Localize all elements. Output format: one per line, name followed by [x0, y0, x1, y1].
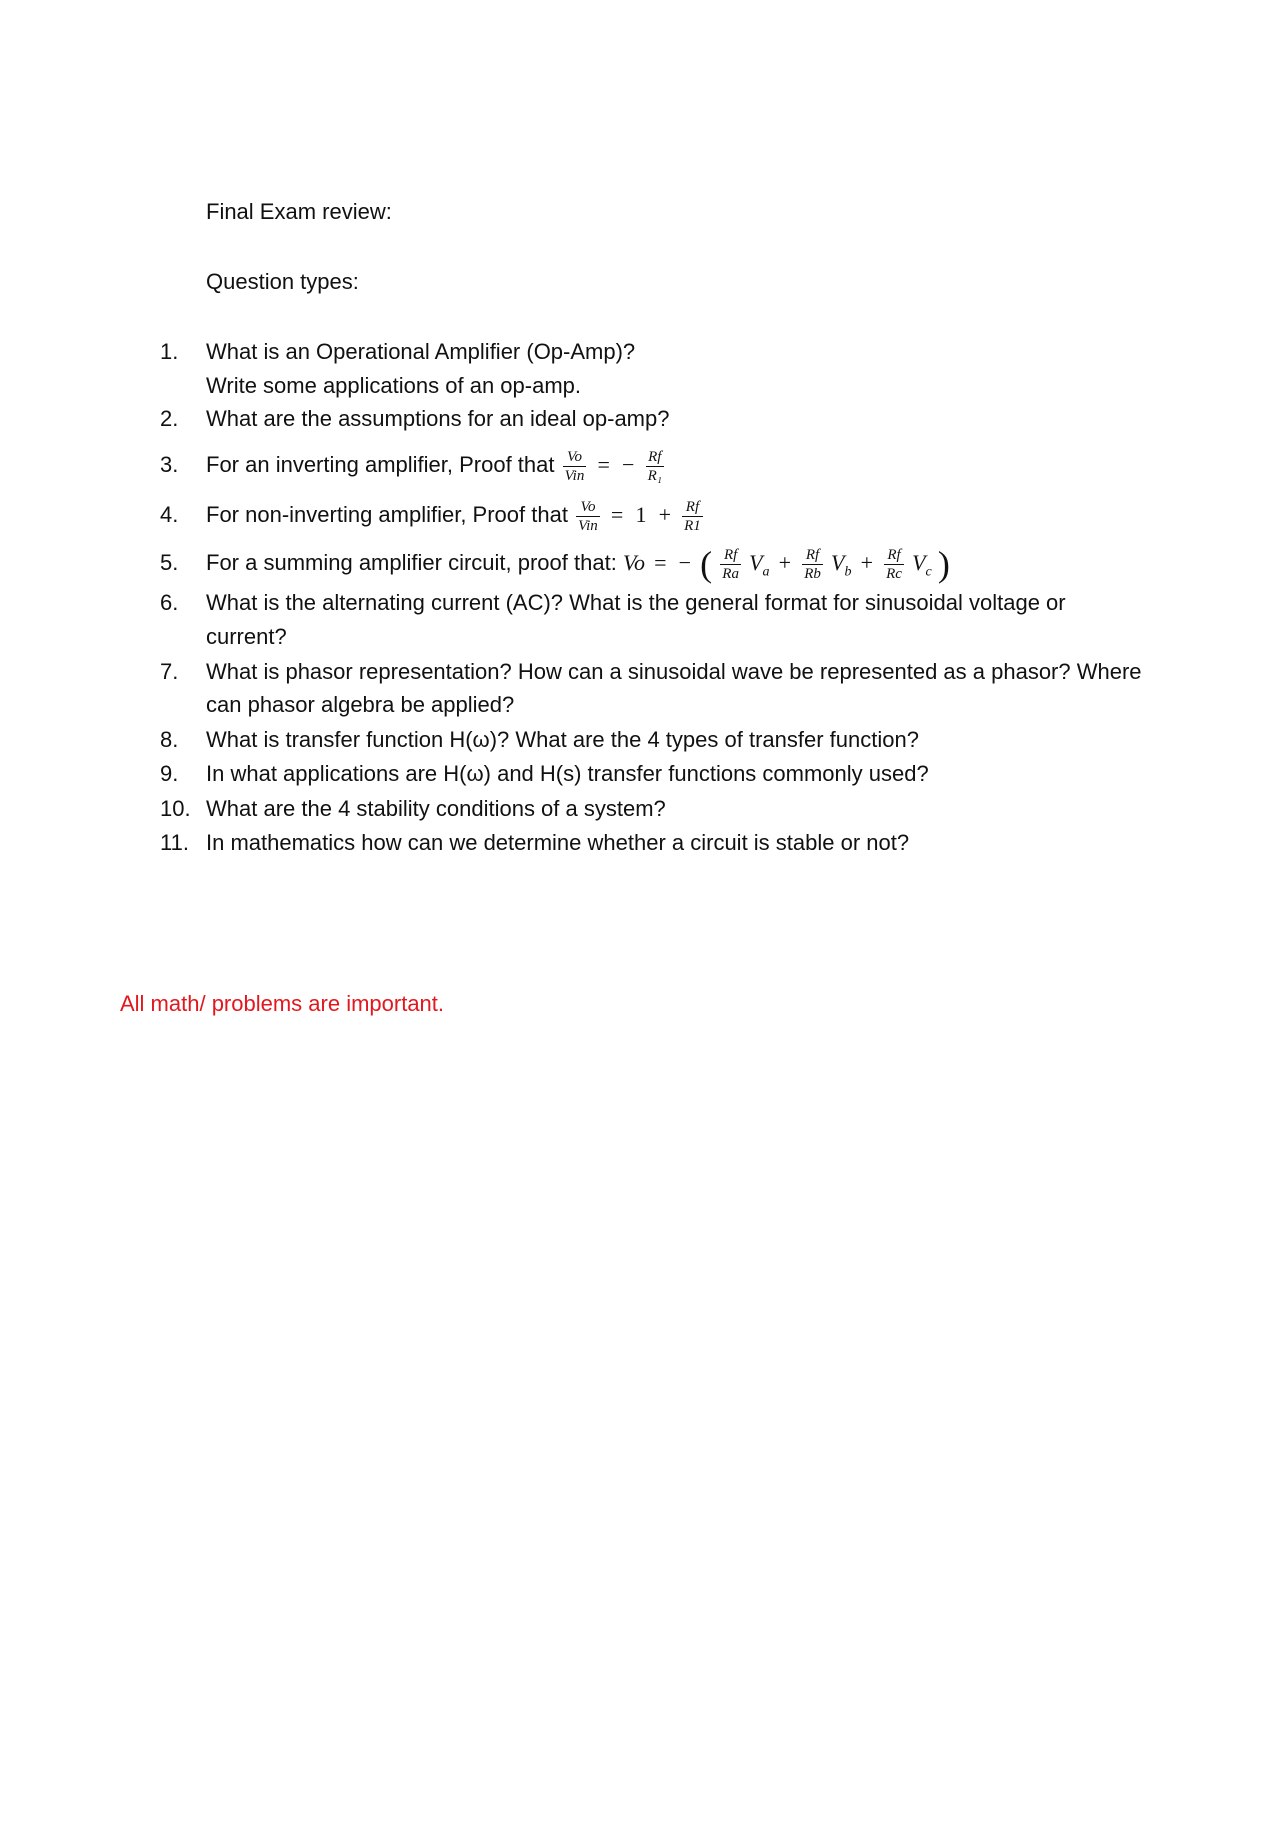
question-text: For non-inverting amplifier, Proof that — [206, 502, 568, 527]
question-number: 1. — [160, 339, 179, 364]
fraction-numerator: Rf — [720, 547, 741, 565]
question-number: 11. — [160, 830, 189, 855]
question-number: 9. — [160, 761, 179, 786]
question-number: 7. — [160, 659, 179, 684]
voltage-vb: $V_b$ — [831, 550, 852, 580]
fraction-numerator: Rf — [884, 547, 904, 565]
question-text: current? — [206, 624, 287, 649]
fraction-vo-vin — [576, 499, 600, 534]
question-text: For a summing amplifier circuit, proof that: — [206, 550, 617, 575]
plus-sign: + — [658, 502, 672, 527]
fraction-denominator: Vin — [564, 467, 585, 484]
fraction-numerator: Rf — [802, 547, 823, 565]
question-text: In what applications are H(ω) and H(s) transfer functions commonly used? — [206, 761, 929, 786]
fraction-denominator: R1 — [684, 517, 701, 534]
fraction-rf-r1 — [646, 449, 664, 484]
question-text: Write some applications of an op-amp. — [206, 373, 581, 398]
plus-sign: + — [860, 550, 873, 575]
question-text: What is phasor representation? How can a sinusoidal wave be represented as a phasor? Where — [206, 659, 1142, 684]
question-number: 4. — [160, 502, 179, 527]
question-number: 2. — [160, 406, 179, 431]
question-text: What is an Operational Amplifier (Op-Amp)? — [206, 339, 636, 364]
fraction-vo-vin — [563, 449, 587, 484]
fraction-denominator: Vin — [578, 517, 598, 534]
equals-sign: = — [597, 452, 610, 477]
question-text: can phasor algebra be applied? — [206, 692, 515, 717]
fraction-denominator: Rb — [804, 565, 821, 582]
question-number: 5. — [160, 550, 179, 575]
fraction-numerator: Vo — [576, 499, 600, 517]
fraction-denominator: R₁ — [647, 467, 662, 484]
left-parenthesis: ( — [700, 544, 713, 585]
fraction-denominator: Rc — [886, 565, 902, 582]
output-voltage-symbol: Vo — [622, 550, 645, 575]
question-text-with-equation — [206, 448, 1216, 484]
fraction-rf-rc — [884, 547, 904, 582]
fraction-rf-rb — [802, 547, 823, 582]
voltage-va: $V_a$ — [749, 550, 770, 580]
question-text: In mathematics how can we determine whether a circuit is stable or not? — [206, 830, 910, 855]
voltage-vc: $V_c$ — [912, 550, 932, 580]
section-label: Question types: — [206, 269, 359, 294]
question-text-with-equation — [206, 498, 1216, 534]
fraction-rf-r1 — [682, 499, 703, 534]
fraction-numerator: Rf — [646, 449, 664, 467]
fraction-numerator: Vo — [563, 449, 587, 467]
question-number: 10. — [160, 796, 191, 821]
question-number: 3. — [160, 452, 179, 477]
equals-sign: = — [610, 502, 624, 527]
question-number: 6. — [160, 590, 179, 615]
question-text-with-equation — [206, 546, 1216, 589]
plus-sign: + — [778, 550, 792, 575]
important-note: All math/ problems are important. — [120, 991, 445, 1016]
fraction-rf-ra — [720, 547, 741, 582]
question-text: For an inverting amplifier, Proof that — [206, 452, 555, 477]
minus-sign: − — [622, 452, 635, 477]
question-text: What is the alternating current (AC)? What is the general format for sinusoidal voltage or — [206, 590, 1066, 615]
right-parenthesis: ) — [937, 544, 950, 585]
question-text: What is transfer function H(ω)? What are the 4 types of transfer function? — [206, 727, 919, 752]
fraction-numerator: Rf — [682, 499, 703, 517]
document-title: Final Exam review: — [206, 199, 392, 224]
equals-sign: = — [654, 550, 667, 575]
fraction-denominator: Ra — [722, 565, 739, 582]
minus-sign: − — [678, 550, 692, 575]
constant-one: 1 — [635, 502, 647, 527]
question-number: 8. — [160, 727, 179, 752]
question-text: What are the assumptions for an ideal op-amp? — [206, 406, 670, 431]
question-text: What are the 4 stability conditions of a system? — [206, 796, 666, 821]
